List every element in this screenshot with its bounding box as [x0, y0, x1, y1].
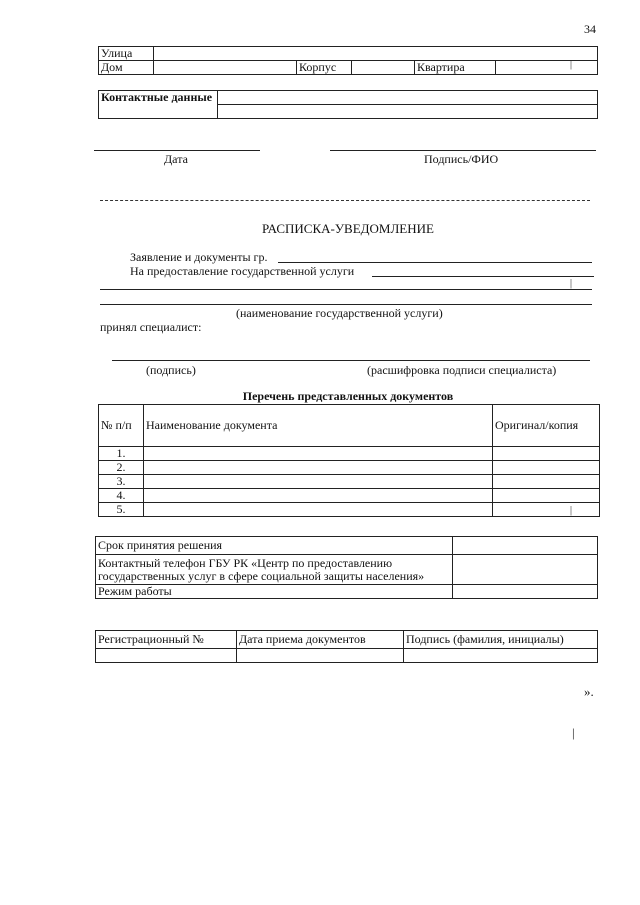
house-field[interactable]	[154, 61, 297, 75]
original-copy-cell[interactable]	[493, 447, 600, 461]
signature-line[interactable]	[330, 150, 596, 151]
document-name-cell[interactable]	[144, 503, 493, 517]
applicant-name-line[interactable]	[278, 262, 592, 263]
registration-signature-cell[interactable]	[404, 649, 598, 663]
street-field[interactable]	[154, 47, 598, 61]
documents-table	[98, 404, 600, 517]
contact-phone-label: Контактный телефон ГБУ РК «Центр по предоставлению государственных услуг в сфере социальной защиты населения»	[96, 555, 453, 585]
original-copy-cell[interactable]	[493, 503, 600, 517]
contacts-table	[98, 90, 598, 119]
apartment-field[interactable]	[496, 61, 598, 75]
page-number: 34	[584, 22, 596, 36]
receipt-title: РАСПИСКА-УВЕДОМЛЕНИЕ	[262, 221, 434, 236]
registration-signature-header: Подпись (фамилия, инициалы)	[404, 631, 598, 649]
scan-mark: |	[572, 725, 575, 740]
work-hours-value[interactable]	[453, 585, 598, 599]
service-text: На предоставление государственной услуги	[130, 264, 355, 278]
original-copy-cell[interactable]	[493, 489, 600, 503]
contacts-field-2[interactable]	[218, 105, 598, 119]
registration-number-header: Регистрационный №	[96, 631, 237, 649]
service-line-2[interactable]	[100, 289, 592, 290]
house-label: Дом	[99, 61, 154, 75]
cut-line	[100, 200, 590, 201]
decision-term-value[interactable]	[453, 537, 598, 555]
building-label: Корпус	[297, 61, 352, 75]
closing-quote: ».	[584, 684, 594, 699]
contact-phone-value[interactable]	[453, 555, 598, 585]
scan-mark: |	[570, 278, 573, 289]
building-field[interactable]	[352, 61, 415, 75]
registration-number-cell[interactable]	[96, 649, 237, 663]
col-name-header: Наименование документа	[144, 405, 493, 447]
sign-caption: (подпись)	[146, 363, 196, 377]
info-table	[95, 536, 598, 599]
document-name-cell[interactable]	[144, 489, 493, 503]
row-number: 1.	[99, 447, 144, 461]
row-number: 3.	[99, 475, 144, 489]
registration-date-header: Дата приема документов	[237, 631, 404, 649]
date-line[interactable]	[94, 150, 260, 151]
decision-term-label: Срок принятия решения	[96, 537, 453, 555]
work-hours-label: Режим работы	[96, 585, 453, 599]
contacts-field-1[interactable]	[218, 91, 598, 105]
service-caption: (наименование государственной услуги)	[236, 306, 443, 320]
row-number: 2.	[99, 461, 144, 475]
signature-label: Подпись/ФИО	[424, 152, 499, 166]
document-name-cell[interactable]	[144, 447, 493, 461]
specialist-sign-line[interactable]	[112, 360, 590, 361]
street-label: Улица	[99, 47, 154, 61]
scan-mark: |	[570, 505, 573, 516]
document-name-cell[interactable]	[144, 461, 493, 475]
row-number: 5.	[99, 503, 144, 517]
registration-table	[95, 630, 598, 663]
scan-mark: |	[570, 59, 573, 70]
accepted-by-label: принял специалист:	[100, 320, 202, 334]
row-number: 4.	[99, 489, 144, 503]
documents-list-title: Перечень представленных документов	[242, 389, 454, 403]
contacts-label: Контактные данные	[99, 91, 218, 119]
address-table	[98, 46, 598, 75]
registration-date-cell[interactable]	[237, 649, 404, 663]
col-original-header: Оригинал/копия	[493, 405, 600, 447]
original-copy-cell[interactable]	[493, 475, 600, 489]
statement-text: Заявление и документы гр.	[130, 250, 268, 264]
service-line-3[interactable]	[100, 304, 592, 305]
date-label: Дата	[164, 152, 188, 166]
original-copy-cell[interactable]	[493, 461, 600, 475]
sign-decode-caption: (расшифровка подписи специалиста)	[367, 363, 557, 377]
document-name-cell[interactable]	[144, 475, 493, 489]
col-number-header: № п/п	[99, 405, 144, 447]
apartment-label: Квартира	[415, 61, 496, 75]
service-line-1[interactable]	[372, 276, 594, 277]
